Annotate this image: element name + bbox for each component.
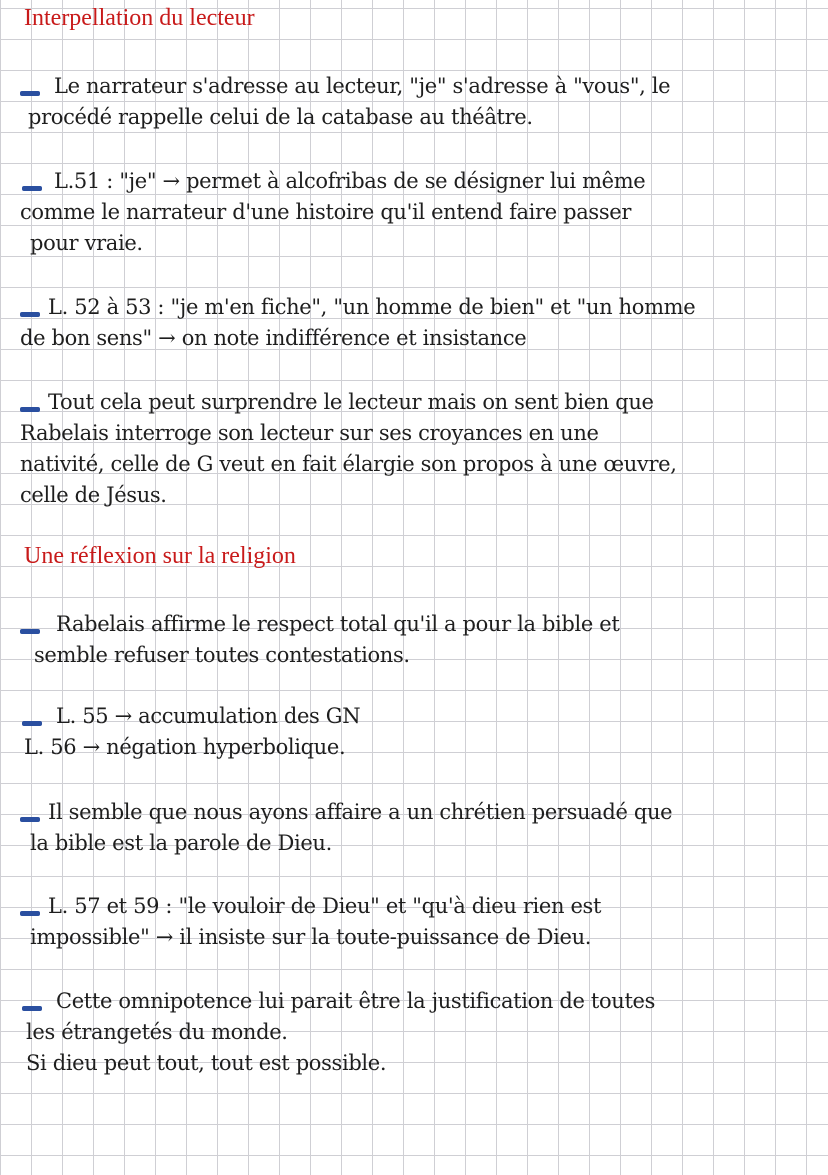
dash-bullet-icon (20, 91, 40, 96)
dash-bullet-icon (22, 721, 42, 726)
dash-bullet-icon (20, 629, 40, 634)
dash-bullet-icon (20, 911, 40, 916)
section-title-interpellation: Interpellation du lecteur (24, 5, 255, 31)
dash-bullet-icon (20, 817, 40, 822)
bullet-7: Il semble que nous ayons affaire a un chrétien persuadé que la bible est la parole de Dieu. (20, 797, 825, 859)
bullet-2: L.51 : "je" → permet à alcofribas de se désigner lui même comme le narrateur d'une histoire qu'il entend faire passer pour vraie. (20, 169, 646, 255)
bullet-4: Tout cela peut surprendre le lecteur mais on sent bien que Rabelais interroge son lecteur sur ses croyances en une nativité, celle de G veut en fait élargie son propos à une œuvre, celle de Jésus. (20, 390, 677, 507)
bullet-3: L. 52 à 53 : "je m'en fiche", "un homme de bien" et "un homme de bon sens" → on note indifférence et insistance (20, 295, 696, 350)
dash-bullet-icon (22, 1006, 42, 1011)
section-title-religion: Une réflexion sur la religion (24, 543, 296, 569)
dash-bullet-icon (20, 407, 40, 412)
bullet-1: Le narrateur s'adresse au lecteur, "je" s'adresse à "vous", le procédé rappelle celui de la catabase au théâtre. (20, 71, 825, 133)
bullet-5: Rabelais affirme le respect total qu'il a pour la bible et semble refuser toutes contestations. (20, 609, 825, 671)
bullet-8: L. 57 et 59 : "le vouloir de Dieu" et "qu'à dieu rien est impossible" → il insiste sur la toute-puissance de Dieu. (20, 891, 825, 953)
bullet-6: L. 55 → accumulation des GN L. 56 → négation hyperbolique. (24, 704, 361, 759)
dash-bullet-icon (22, 186, 42, 191)
bullet-9: Cette omnipotence lui parait être la justification de toutes les étrangetés du monde. Si dieu peut tout, tout est possible. (20, 986, 825, 1079)
dash-bullet-icon (20, 312, 40, 317)
